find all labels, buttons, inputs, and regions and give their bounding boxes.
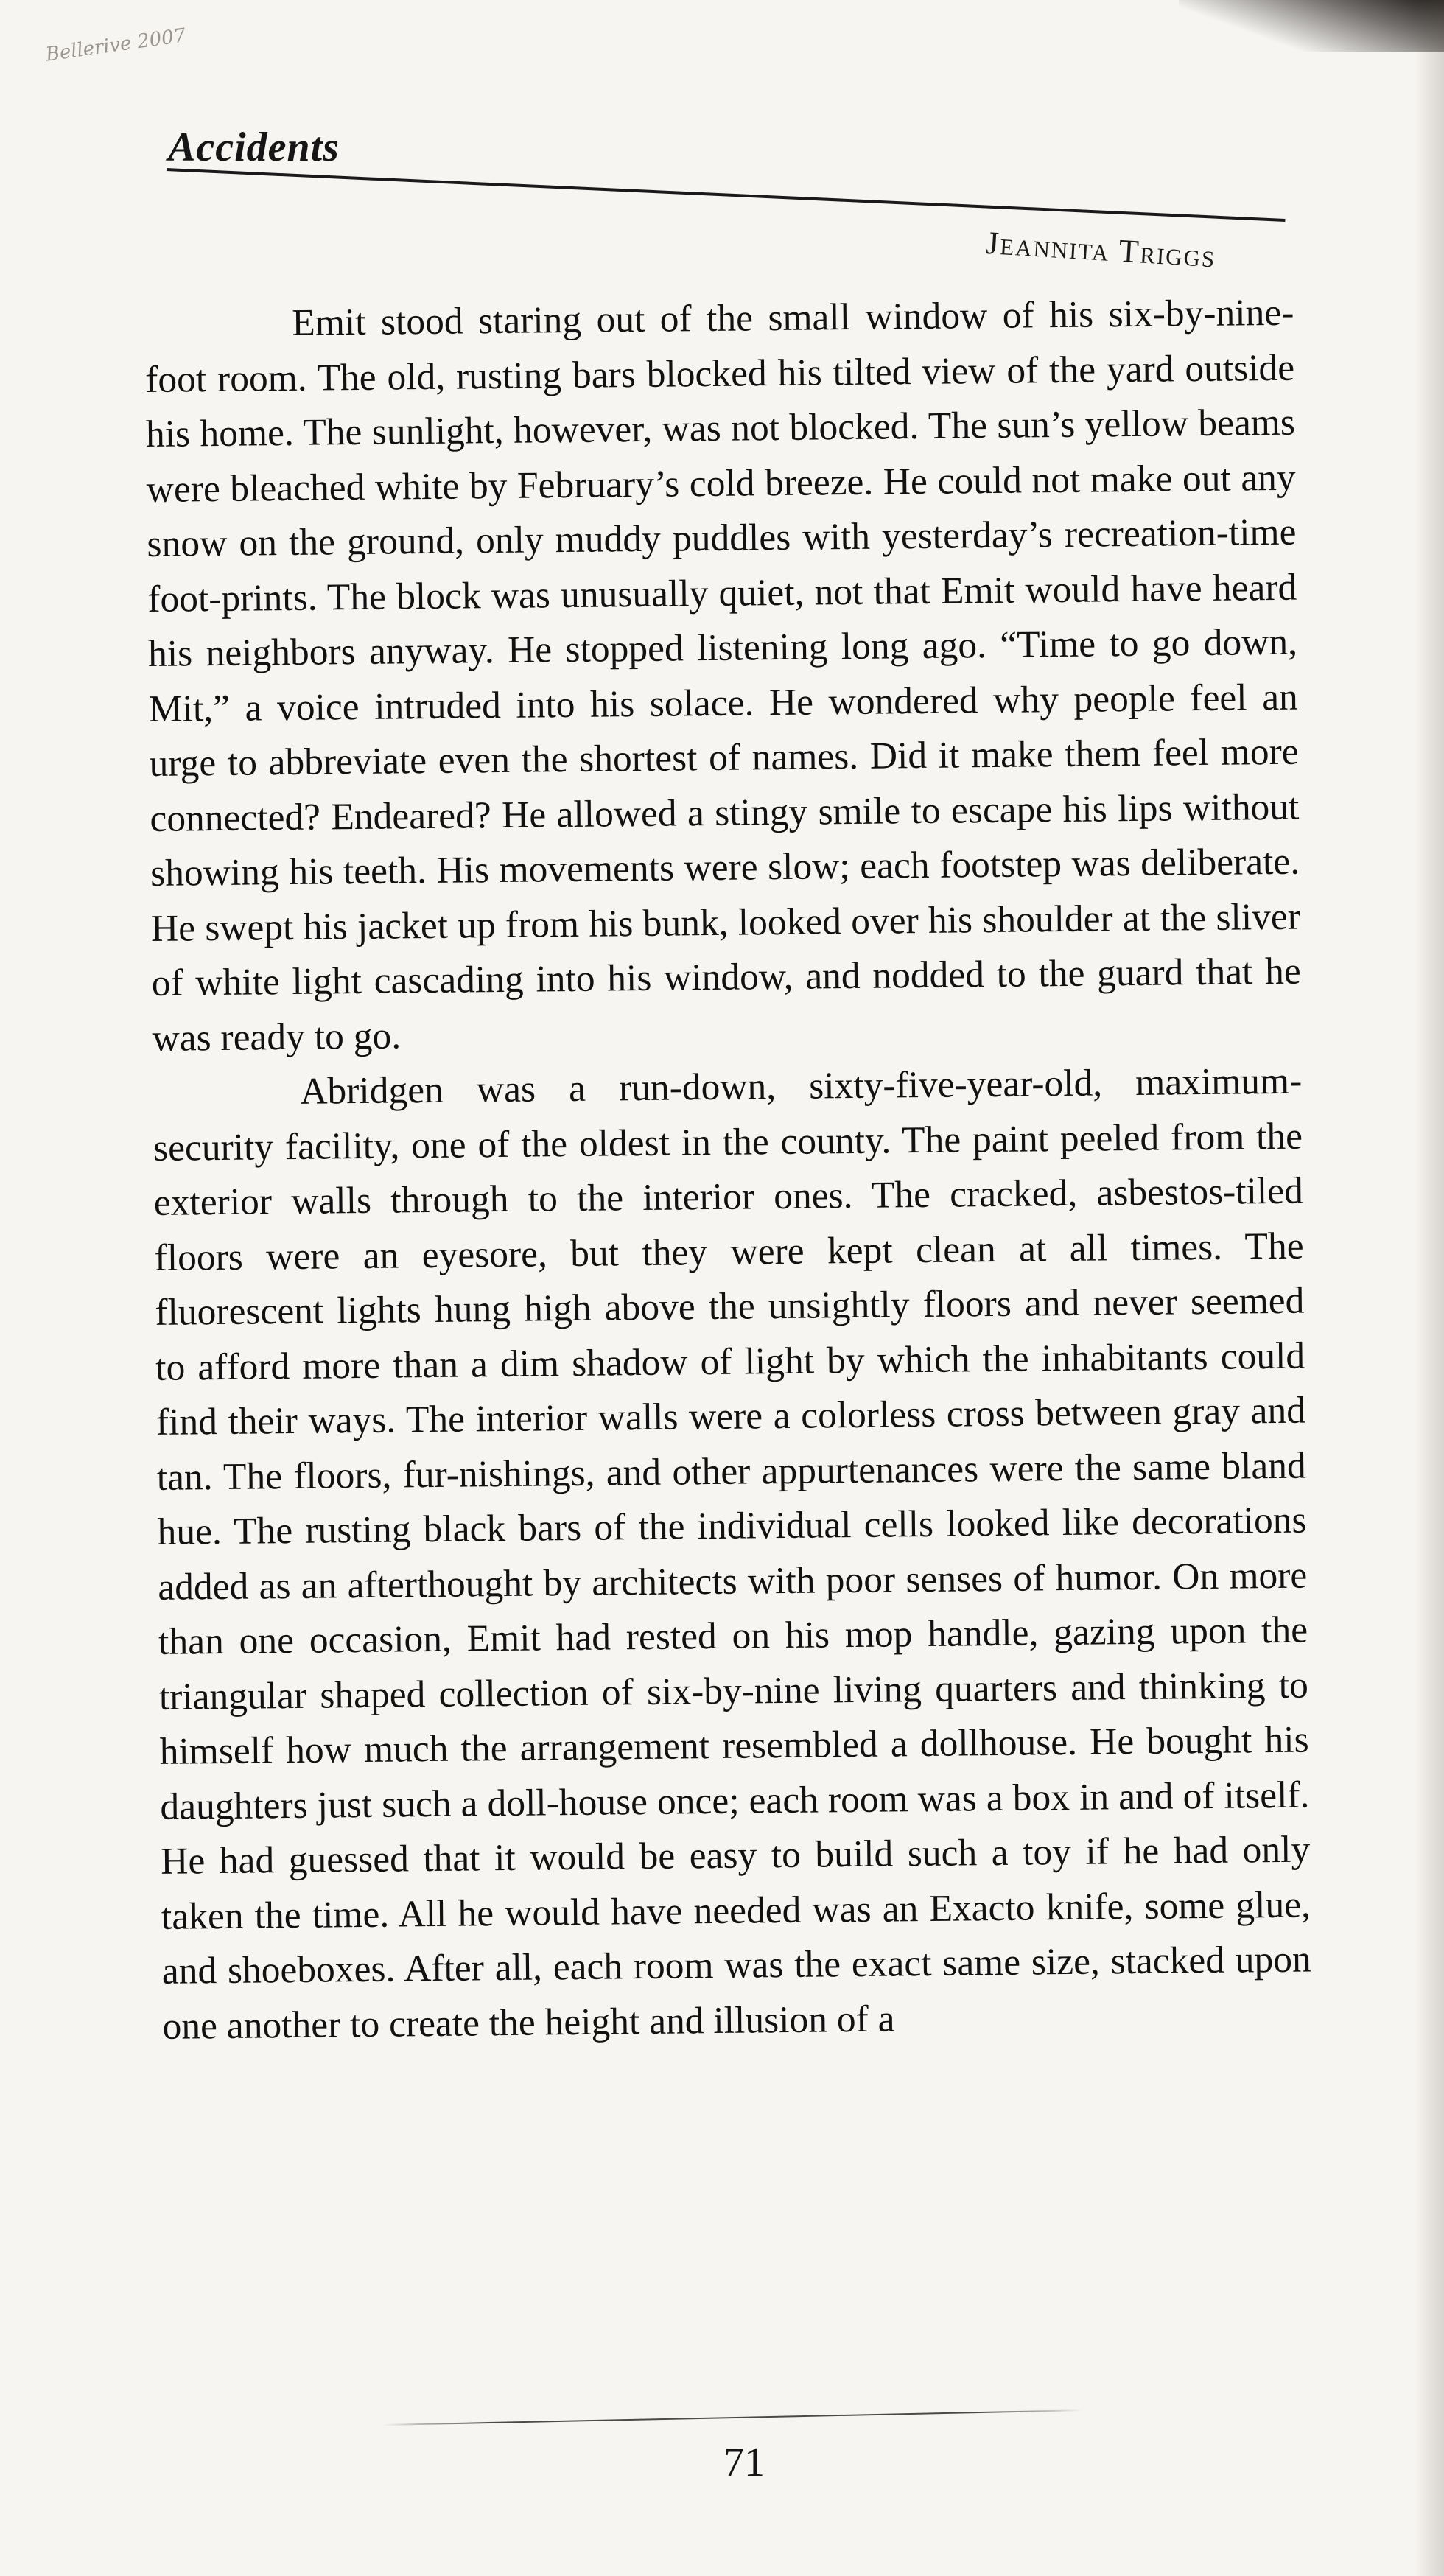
page-number: 71 (723, 2440, 765, 2485)
chapter-title: Accidents (168, 125, 340, 170)
paragraph: Emit stood staring out of the small window of his six-by-nine-foot room. The old, rusting bars blocked his tilted view of the yard outside his home. The sunlight, however, was not blocked. The sun’s yellow beams were bleached white by February’s cold breeze. He could not make out any snow on the ground, only muddy puddles with yesterday’s recreation-time foot-prints. The block was unusually quiet, not that Emit would have heard his neighbors anyway. He stopped listening long ago. “Time to go down, Mit,” a voice intruded into his solace. He wondered why people feel an urge to abbreviate even the shortest of names. Did it make them feel more connected? Endeared? He allowed a stingy smile to escape his lips without showing his teeth. His movements were slow; each footstep was deliberate. He swept his jacket up from his bunk, looked over his shoulder at the sliver of white light cascading into his window, and nodded to the guard that he was ready to go. (144, 291, 1301, 1060)
paragraph: Abridgen was a run-down, sixty-five-year-old, maximum-security facility, one of the oldest in the county. The paint peeled from the exterior walls through to the interior ones. The cracked, asbestos-tiled floors were an eyesore, but they were kept clean at all times. The fluorescent lights hung high above the unsightly floors and never seemed to afford more than a dim shadow of light by which the inhabitants could find their ways. The interior walls were a colorless cross between gray and tan. The floors, fur-nishings, and other appurtenances were the same bland hue. The rusting black bars of the individual cells looked like decorations added as an afterthought by architects with poor senses of humor. On more than one occasion, Emit had rested on his mop handle, gazing upon the triangular shaped collection of six-by-nine living quarters and thinking to himself how much the arrangement resembled a dollhouse. He bought his daughters just such a doll-house once; each room was a box in and of itself. He had guessed that it would be easy to build such a toy if he had only taken the time. All he would have needed was an Exacto knife, some glue, and shoeboxes. After all, each room was the exact same size, stacked upon one another to create the height and illusion of a (153, 1060, 1311, 2048)
title-underline (167, 168, 1286, 222)
body-text (144, 286, 1312, 2054)
page-edge-shadow (1179, 0, 1444, 52)
author-name: Jeannita Triggs (985, 224, 1217, 275)
page-binding-shadow (1415, 0, 1444, 2576)
handwritten-note: Bellerive 2007 (44, 24, 188, 66)
footer-rule (383, 2409, 1082, 2426)
